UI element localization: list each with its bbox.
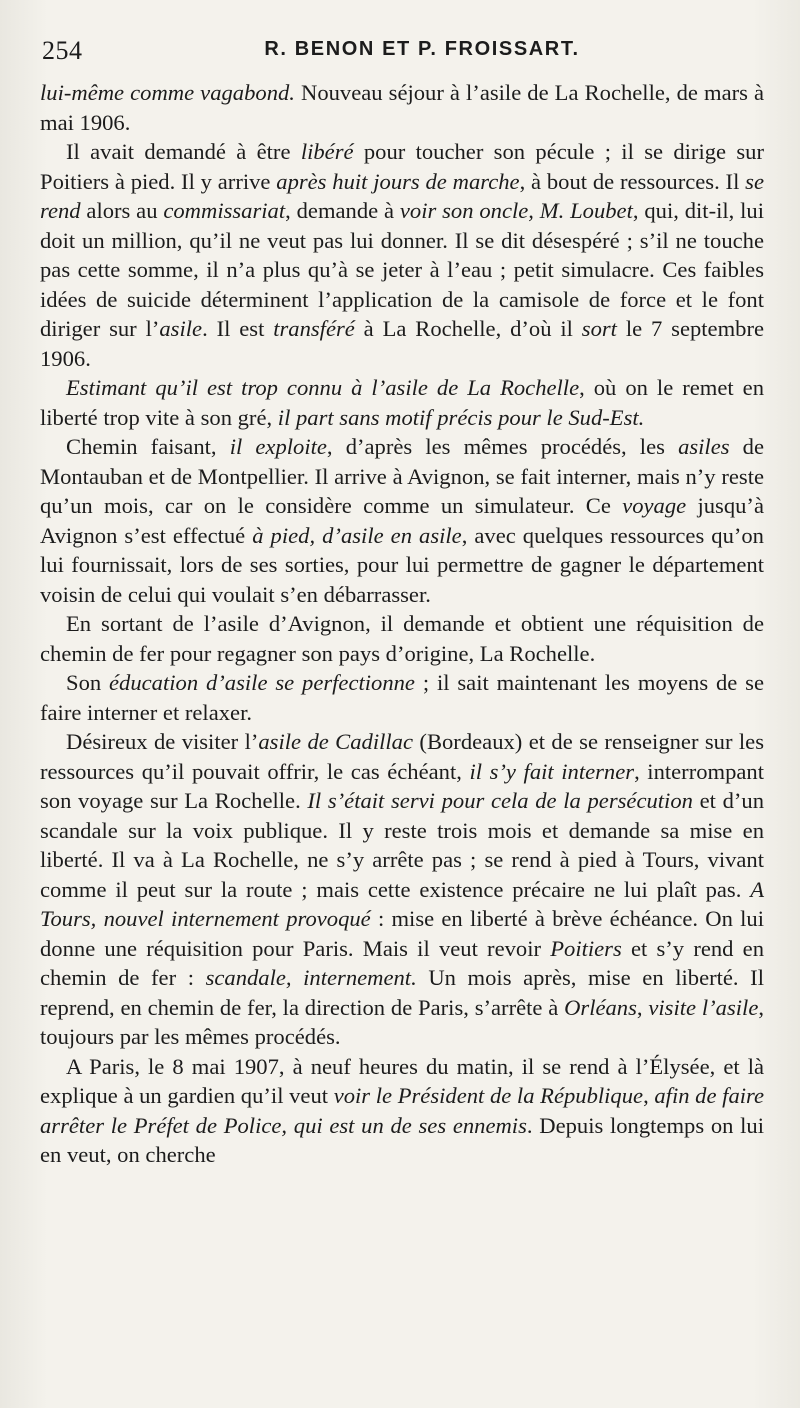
italic-text: Poitiers (550, 935, 622, 961)
text-run: En sortant de l’asile d’Avignon, il demande et obtient une réquisition de chemin de fer pour regagner son pays d’origine, La Rochelle. (40, 611, 764, 666)
paragraph (40, 1052, 764, 1170)
italic-text: voyage (622, 493, 687, 518)
italic-text: sort (581, 316, 617, 341)
italic-text: voir son oncle, M. Loubet (399, 198, 633, 223)
italic-text: Estimant qu’il est trop connu à l’asile de La Rochelle (66, 375, 580, 400)
text-run: le 7 septembre 1906. (40, 316, 764, 371)
italic-text: lui-même comme vagabond. (40, 80, 295, 105)
text-run: Un mois après, mise en liberté. Il reprend, en chemin de fer, la direction de Paris, s’arrête à (40, 965, 764, 1020)
italic-text: il s’y fait interner (469, 758, 635, 784)
text-run: , (636, 994, 649, 1020)
paragraph (40, 373, 764, 432)
text-run: et s’y rend en chemin de fer : (40, 935, 764, 990)
text-run: , d’après les mêmes procédés, les (326, 434, 679, 459)
text-run: et d’un scandale sur la voix publique. Il y reste trois mois et demande sa mise en liberté. Il va à La Rochelle, ne s’y arrête pas ; se rend à pied à Tours, vivant comme il peut sur la route ; mais cette existence précaire ne lui plaît pas. (40, 788, 764, 902)
text-run: , qui, dit-il, lui doit un million, qu’il ne veut pas lui donner. Il se dit désespéré ; s’il ne touche pas cette somme, il n’a plus qu’à se jeter à l’eau ; petit simulacre. Ces faibles idées de suicide déterminent l’application de la camisole de force et le font diriger sur l’ (40, 198, 764, 341)
italic-text: afin de faire arrêter le Préfet de Police, qui est un de ses ennemis (40, 1083, 764, 1138)
italic-text: commissariat (163, 198, 286, 223)
text-run: à La Rochelle, d’où il (354, 316, 582, 341)
text-run: . Il est (202, 316, 274, 341)
text-run: A Paris, le 8 mai 1907, à neuf heures du matin, il se rend à l’Élysée, et là explique à un gardien qu’il veut (40, 1053, 764, 1108)
paragraph (40, 78, 764, 137)
text-run: , (643, 1083, 655, 1108)
italic-text: Il s’était servi pour cela de la persécution (307, 788, 693, 813)
italic-text: asiles (678, 434, 730, 459)
italic-text: asile de Cadillac (258, 729, 414, 754)
text-run: : mise en liberté à brève échéance. On lui donne une réquisition pour Paris. Mais il veut revoir (40, 906, 764, 961)
paragraph (40, 668, 764, 727)
text-run: , toujours par les mêmes procédés. (40, 994, 764, 1049)
italic-text: il part sans motif précis pour le Sud-Est. (277, 404, 645, 430)
page-header (40, 30, 764, 70)
text-run: Il avait demandé à être (66, 139, 301, 164)
text-run: . Depuis longtemps on lui en veut, on cherche (40, 1112, 764, 1167)
italic-text: il exploite (229, 434, 327, 459)
text-run: jusqu’à Avignon s’est effectué (40, 493, 764, 548)
italic-text: libéré (300, 139, 354, 164)
text-run: , à bout de ressources. Il (519, 168, 746, 194)
italic-text: scandale, internement. (205, 965, 417, 990)
italic-text: à pied, d’asile en asile (252, 522, 462, 548)
text-run: de Montauban et de Montpellier. Il arrive à Avignon, se fait interner, mais n’y reste qu’un mois, car on le considère comme un simulateur. Ce (40, 434, 764, 518)
italic-text: Orléans (564, 994, 637, 1020)
text-run: , avec quelques ressources qu’on lui fournissait, lors de ses sorties, pour lui permettre de gagner le département voisin de celui qui voulait s’en débarrasser. (40, 522, 764, 607)
paragraph (40, 432, 764, 609)
text-run: alors au (80, 198, 164, 223)
italic-text: transféré (273, 316, 355, 341)
italic-text: voir le Président de la République (333, 1083, 644, 1108)
text-run: ; il sait maintenant les moyens de se faire interner et relaxer. (40, 670, 765, 725)
text-run: , interrompant son voyage sur La Rochelle. (40, 758, 764, 813)
paragraph (40, 609, 764, 668)
italic-text: se rend (40, 168, 764, 223)
italic-text: éducation d’asile se perfectionne (109, 670, 415, 695)
body-text (40, 78, 764, 1170)
text-run: , où on le remet en liberté trop vite à son gré, (40, 375, 764, 430)
text-run: Nouveau séjour à l’asile de La Rochelle, de mars à mai 1906. (40, 80, 765, 135)
text-run: , demande à (285, 198, 400, 223)
paragraph (40, 137, 764, 373)
italic-text: A Tours, nouvel internement provoqué (40, 876, 764, 931)
italic-text: asile (159, 316, 203, 341)
running-head: R. BENON ET P. FROISSART. (264, 38, 580, 60)
italic-text: visite l’asile (648, 994, 759, 1020)
text-run: Désireux de visiter l’ (66, 729, 259, 754)
text-run: pour toucher son pécule ; il se dirige sur Poitiers à pied. Il y arrive (40, 139, 764, 194)
italic-text: après huit jours de marche (276, 168, 520, 194)
text-run: Son (66, 670, 110, 695)
text-run: Chemin faisant, (66, 434, 230, 459)
paragraph (40, 727, 764, 1052)
text-run: (Bordeaux) et de se renseigner sur les ressources qu’il pouvait offrir, le cas échéant, (40, 729, 764, 784)
page-number: 254 (42, 36, 83, 65)
